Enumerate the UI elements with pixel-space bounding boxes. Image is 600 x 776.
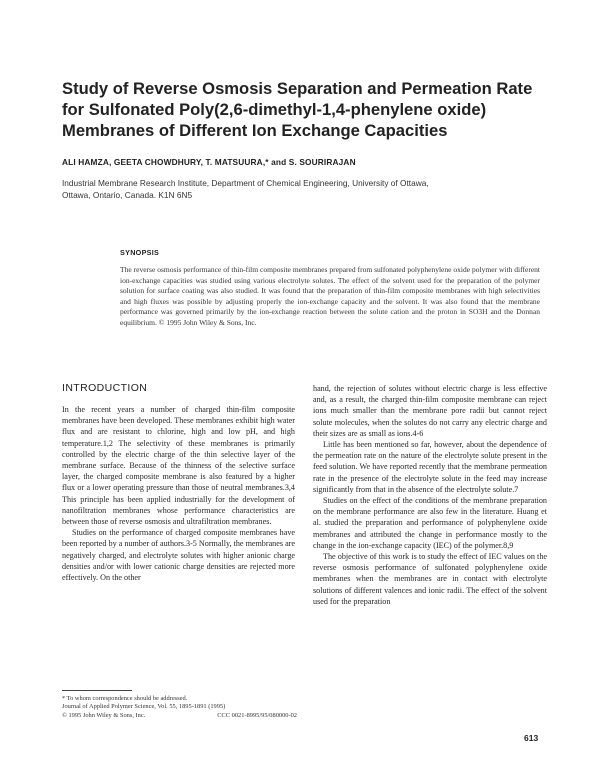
author-list: ALI HAMZA, GEETA CHOWDHURY, T. MATSUURA,* and S. SOURIRAJAN [62, 157, 356, 167]
ccc-code: CCC 0021-8995/95/080000-02 [217, 711, 297, 719]
footnote-divider [62, 690, 132, 691]
intro-paragraph-6: The objective of this work is to study the effect of IEC values on the reverse osmosis performance of sulfonated polyphenylene oxide membranes when the membranes are in contact with electrolyte solutions of different valences and ionic radii. The effect of the solvent used for the preparation [313, 552, 547, 606]
affiliation [62, 178, 552, 201]
intro-paragraph-4: Little has been mentioned so far, however, about the dependence of the permeation rate on the nature of the electrolyte solute present in the feed solution. We have reported recently that the membrane permeation rate in the presence of the electrolyte solute in the feed may increase significantly from that in the absence of the electrolyte solute.7 [313, 440, 547, 494]
page-number: 613 [524, 733, 539, 743]
journal-citation: Journal of Applied Polymer Science, Vol. 55, 1895-1891 (1995) [62, 703, 226, 711]
intro-paragraph-3: hand, the rejection of solutes without electric charge is less effective and, as a result, the charged thin-film composite membrane can reject ions much smaller than the membrane pore radii but cannot reject solute molecules, when the solutes do not carry any electric charge and their sizes are as small as ions.4-6 [313, 384, 547, 438]
synopsis-heading: SYNOPSIS [120, 248, 160, 257]
title-line-1: Study of Reverse Osmosis Separation and Permeation Rate [62, 79, 533, 98]
affiliation-line-2: Ottawa, Ontario, Canada. K1N 6N5 [62, 189, 193, 200]
title-line-3: Membranes of Different Ion Exchange Capacities [62, 121, 448, 140]
introduction-heading: INTRODUCTION [62, 382, 148, 394]
right-column [313, 383, 547, 607]
intro-paragraph-5: Studies on the effect of the conditions of the membrane preparation on the membrane performance are also few in the literature. Huang et al. studied the preparation and performance of polyphenylene oxide membranes and attributed the change in performance mostly to the change in the ion-exchange capacity (IEC) of the polymer.8,9 [313, 496, 547, 550]
copyright-notice: © 1995 John Wiley & Sons, Inc. [62, 711, 146, 719]
copyright-row [62, 712, 297, 720]
paper-title [62, 78, 562, 141]
footnote [62, 695, 297, 720]
correspondence-note: * To whom correspondence should be addressed. [62, 695, 188, 702]
title-line-2: for Sulfonated Poly(2,6-dimethyl-1,4-phenylene oxide) [62, 100, 487, 119]
left-column [62, 404, 295, 583]
affiliation-line-1: Industrial Membrane Research Institute, Department of Chemical Engineering, University of Ottawa, [62, 178, 429, 188]
synopsis-text: The reverse osmosis performance of thin-film composite membranes prepared from sulfonated polyphenylene oxide polymer with different ion-exchange capacities was studied using various electrolyte solutes. The effect of the solvent used for the preparation of the polymer solution for surface coating was also studied. It was found that the preparation of thin-film composite membranes with high selectivities and high fluxes was possible by adjusting properly the ion-exchange capacity and the solvent. It was also found that the membrane performance was governed primarily by the ion-exchange reaction between the solute cation and the proton in SO3H and the Donnan equilibrium. © 1995 John Wiley & Sons, Inc. [120, 265, 540, 327]
intro-paragraph-2: Studies on the performance of charged composite membranes have been reported by a number of authors.3-5 Normally, the membranes are negatively charged, and electrolyte solutes with higher anionic charge densities and/or with lower cationic charge densities are rejected more effectively. On the other [62, 528, 295, 583]
intro-paragraph-1: In the recent years a number of charged thin-film composite membranes have been developed. These membranes exhibit high water flux and are resistant to chlorine, high and low pH, and high temperature.1,2 The selectivity of these membranes is primarily controlled by the electric charge of the thin selective layer of the membrane surface. Because of the thinness of the selective surface layer, the charged composite membrane is also featured by a higher flux or a lower operating pressure than those of neutral membranes.3,4 This principle has been applied industrially for the development of nanofiltration membranes whose performance characteristics are between those of reverse osmosis and ultrafiltration membranes. [62, 405, 295, 527]
